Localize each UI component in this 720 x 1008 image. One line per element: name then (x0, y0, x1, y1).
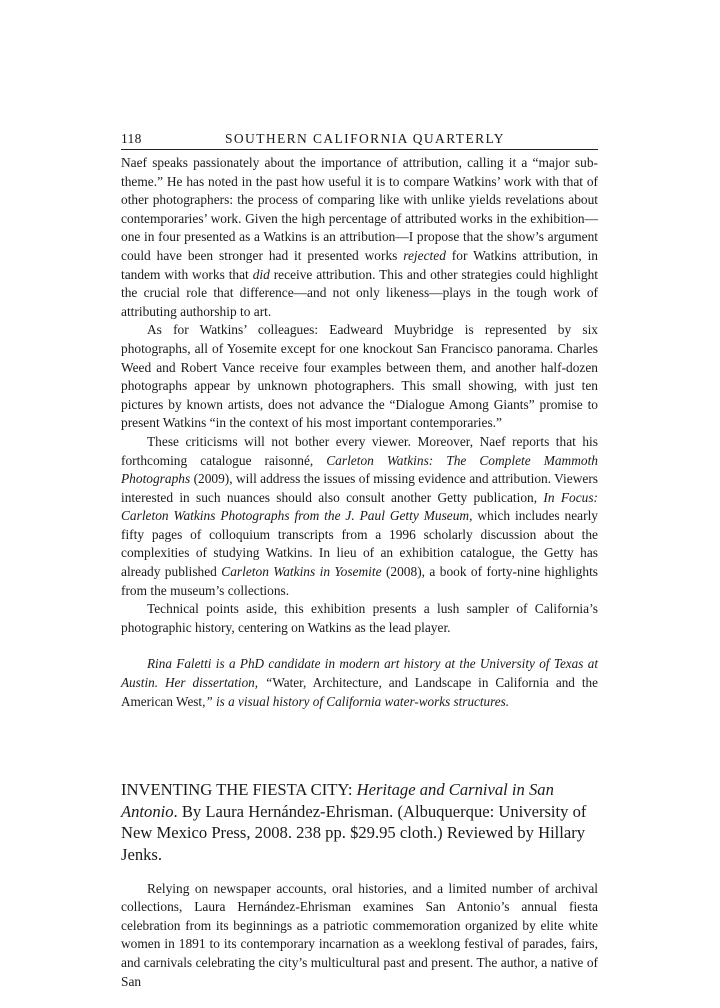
para-attribution (121, 154, 598, 321)
book-review-heading (121, 779, 598, 865)
text-run: receive attribution. This and other strategies could highlight the crucial role that difference—and not only likeness—plays in the tough work of attributing authorship to art. (121, 266, 598, 319)
para-technical (121, 600, 598, 637)
para-criticisms (121, 433, 598, 600)
text-run: Technical points aside, this exhibition presents a lush sampler of California’s photographic history, centering on Watkins as the lead player. (121, 601, 598, 635)
text-run: As for Watkins’ colleagues: Eadweard Muybridge is represented by six photographs, all of Yosemite except for one knockout San Francisco panorama. Charles Weed and Robert Vance receive four examples between them, and another half-dozen photographs appear by unknown photographers. This small showing, with just ten pictures by known artists, does not advance the “Dialogue Among Giants” promise to present Watkins “in the context of his most important contemporaries.” (121, 322, 598, 431)
italic-run: rejected (403, 247, 446, 263)
italic-run: Carleton Watkins: The Complete Mammoth Photographs (121, 452, 598, 487)
text-run: ,” is a visual history of California water-works structures. (202, 693, 510, 709)
text-run: These criticisms will not bother every viewer. Moreover, Naef reports that his forthcoming catalogue raisonné, (121, 433, 598, 468)
para-colleagues (121, 321, 598, 433)
text-run: (2008), a book of forty-nine highlights from the museum’s collections. (121, 564, 598, 598)
roman-run: Water, Architecture, and Landscape in California and the American West (121, 675, 598, 709)
italic-run: Heritage and Carnival in San Antonio (121, 780, 554, 821)
text-run: , which includes nearly fifty pages of colloquium transcripts from a 1996 scholarly discussion about the complexities of studying Watkins. In lieu of an exhibition catalogue, the Getty has already published (121, 508, 598, 580)
text-run: . By Laura Hernández-Ehrisman. (Albuquerque: University of New Mexico Press, 2008. 238 pp. $29.95 cloth.) Reviewed by Hillary Jenks. (121, 801, 587, 864)
exhibition-review-text (121, 154, 598, 637)
text-run: for Watkins attribution, in tandem with works that (121, 247, 598, 282)
text-run: Rina Faletti is a PhD candidate in modern art history at the University of Texas at Austin. Her dissertation, “ (121, 656, 598, 691)
page-header (121, 131, 598, 150)
text-run: (2009), will address the issues of missing evidence and attribution. Viewers interested in such nuances should also consult another Getty publication, (121, 471, 598, 505)
italic-run: In Focus: Carleton Watkins Photographs from the J. Paul Getty Museum (121, 489, 599, 524)
running-head: SOUTHERN CALIFORNIA QUARTERLY (225, 131, 505, 146)
article-body (121, 154, 598, 991)
text-run: Naef speaks passionately about the importance of attribution, calling it a “major sub-theme.” He has noted in the past how useful it is to compare Watkins’ work with that of other photographers: the process of comparing like with unlike yields revelations about contemporaries’ work. Given the high percentage of attributed works in the exhibition—one in four presented as a Watkins is an attribution—I propose that the show’s argument could have been stronger had it presented works (121, 155, 598, 263)
italic-run: Carleton Watkins in Yosemite (221, 564, 382, 580)
text-run: INVENTING THE FIESTA CITY: (121, 780, 357, 800)
italic-run: did (252, 266, 270, 282)
book-review-first-paragraph: Relying on newspaper accounts, oral histories, and a limited number of archival collections, Laura Hernández-Ehrisman examines San Antonio’s annual fiesta celebration from its beginnings as a patriotic commemoration organized by elite white women in 1891 to its contemporary incarnation as a weeklong festival of parades, fairs, and carnivals celebrating the city’s multicultural past and present. The author, a native of San (121, 880, 598, 989)
author-bio (121, 655, 598, 711)
page-number: 118 (121, 131, 142, 146)
